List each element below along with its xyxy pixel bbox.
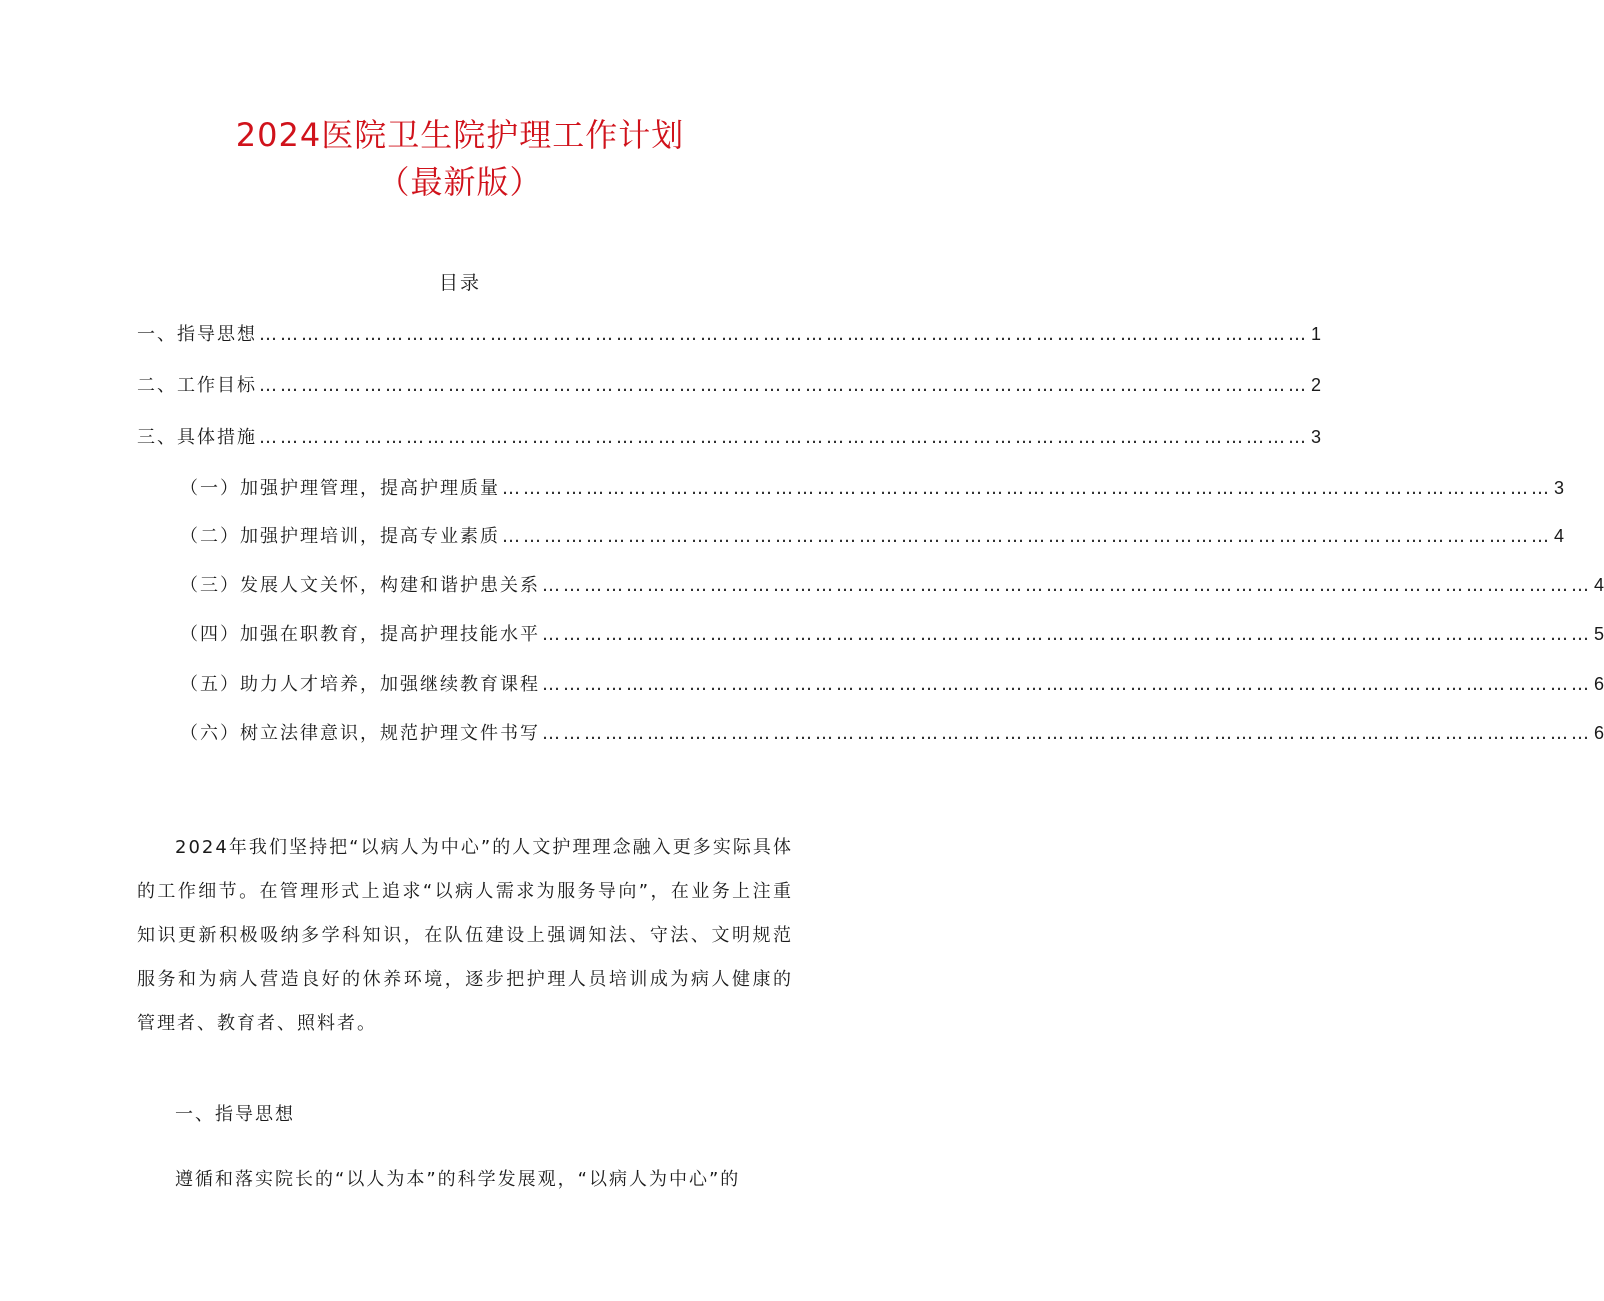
intro-paragraph: 2024年我们坚持把“以病人为中心”的人文护理理念融入更多实际具体的工作细节。在管理形式上追求“以病人需求为服务导向”，在业务上注重知识更新积极吸纳多学科知识，在队伍建设上强调知法、守法、文明规范服务和为病人营造良好的休养环境，逐步把护理人员培训成为病人健康的管理者、教育者、照料者。 xyxy=(137,837,793,1034)
toc-entry-label: 三、具体措施 xyxy=(137,427,257,448)
toc-entry-page: 3 xyxy=(1554,478,1565,498)
toc-entry-label: （五）助力人才培养，加强继续教育课程 xyxy=(180,674,540,695)
toc-leader-dots: …………………………………………………………………………………………………………………………………… xyxy=(259,427,1309,448)
toc-leader-dots: …………………………………………………………………………………………………………………………………… xyxy=(259,324,1309,345)
section-heading: 一、指导思想 xyxy=(175,1104,295,1125)
toc-entry-page: 1 xyxy=(1311,324,1322,344)
document-title: 2024医院卫生院护理工作计划 xyxy=(235,116,685,154)
toc-entry-page: 3 xyxy=(1311,427,1322,447)
toc-entry-label: （二）加强护理培训，提高专业素质 xyxy=(180,526,500,547)
toc-entry-label: 二、工作目标 xyxy=(137,375,257,396)
toc-entry[interactable] xyxy=(137,371,1322,397)
toc-entry[interactable] xyxy=(180,522,1565,548)
toc-leader-dots: …………………………………………………………………………………………………………………………………… xyxy=(502,478,1552,499)
toc-entry-page: 4 xyxy=(1594,575,1604,595)
toc-leader-dots: …………………………………………………………………………………………………………………………………… xyxy=(259,375,1309,396)
toc-entry[interactable] xyxy=(180,571,1604,597)
toc-entry[interactable] xyxy=(137,320,1322,346)
toc-entry-label: （一）加强护理管理，提高护理质量 xyxy=(180,478,500,499)
section-paragraph: 遵循和落实院长的“以人为本”的科学发展观，“以病人为中心”的 xyxy=(175,1169,741,1190)
toc-entry-label: 一、指导思想 xyxy=(137,324,257,345)
toc-entry[interactable] xyxy=(180,474,1565,500)
toc-entry-page: 5 xyxy=(1594,624,1604,644)
toc-entry-label: （三）发展人文关怀，构建和谐护患关系 xyxy=(180,575,540,596)
toc-heading: 目录 xyxy=(438,272,481,294)
toc-entry-label: （六）树立法律意识，规范护理文件书写 xyxy=(180,723,540,744)
document-subtitle: （最新版） xyxy=(377,163,543,201)
toc-entry-page: 4 xyxy=(1554,526,1565,546)
toc-entry-page: 6 xyxy=(1594,723,1604,743)
toc-leader-dots: …………………………………………………………………………………………………………………………………… xyxy=(542,575,1592,596)
toc-entry[interactable] xyxy=(180,670,1604,696)
toc-entry[interactable] xyxy=(137,423,1322,449)
toc-leader-dots: …………………………………………………………………………………………………………………………………… xyxy=(542,624,1592,645)
toc-entry-page: 2 xyxy=(1311,375,1322,395)
toc-entry-label: （四）加强在职教育，提高护理技能水平 xyxy=(180,624,540,645)
toc-entry[interactable] xyxy=(180,719,1604,745)
toc-leader-dots: …………………………………………………………………………………………………………………………………… xyxy=(542,723,1592,744)
toc-entry[interactable] xyxy=(180,620,1604,646)
toc-leader-dots: …………………………………………………………………………………………………………………………………… xyxy=(502,526,1552,547)
toc-leader-dots: …………………………………………………………………………………………………………………………………… xyxy=(542,674,1592,695)
toc-entry-page: 6 xyxy=(1594,674,1604,694)
